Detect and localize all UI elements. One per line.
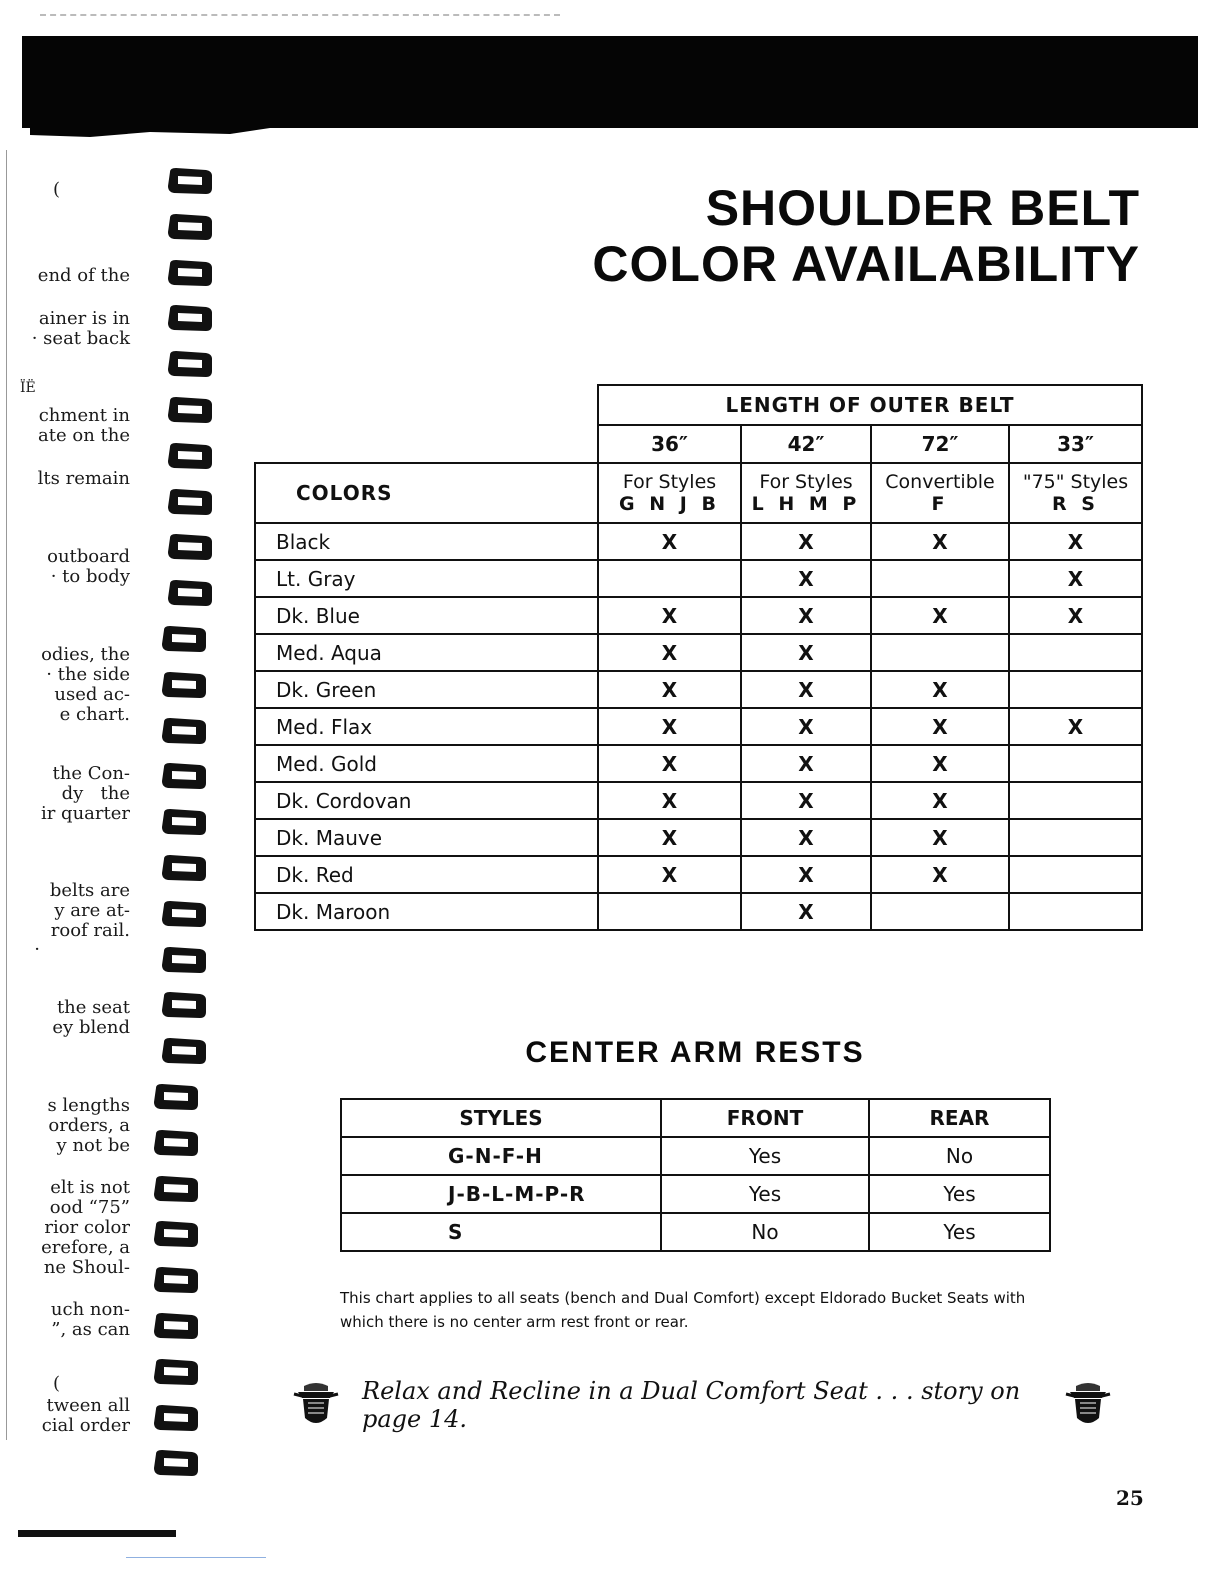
spiral-ring-icon: [160, 763, 206, 789]
color-name: Dk. Blue: [255, 597, 598, 634]
availability-mark: [1009, 634, 1142, 671]
availability-mark: X: [741, 708, 871, 745]
availability-mark: [1009, 856, 1142, 893]
arm-front: Yes: [661, 1175, 869, 1213]
left-fragment: uch non- ”, as can: [50, 1299, 130, 1340]
arm-rear: Yes: [869, 1213, 1050, 1251]
availability-mark: [1009, 671, 1142, 708]
left-fragment: tween all cial order: [41, 1395, 130, 1436]
page-edge-rule: [6, 150, 7, 1440]
color-name: Med. Gold: [255, 745, 598, 782]
availability-mark: X: [598, 819, 741, 856]
length-header: 33″: [1009, 425, 1142, 463]
spiral-ring-icon: [166, 489, 212, 515]
spiral-ring-icon: [160, 1038, 206, 1064]
spiral-ring-icon: [152, 1084, 198, 1110]
spiral-ring-icon: [166, 168, 212, 194]
availability-mark: X: [871, 708, 1009, 745]
left-fragment: (: [52, 1373, 60, 1394]
availability-mark: X: [1009, 523, 1142, 560]
spiral-ring-icon: [160, 672, 206, 698]
length-header: 42″: [741, 425, 871, 463]
availability-mark: X: [598, 782, 741, 819]
availability-mark: X: [741, 634, 871, 671]
spiral-ring-icon: [152, 1130, 198, 1156]
availability-mark: X: [741, 671, 871, 708]
arm-style: J-B-L-M-P-R: [341, 1175, 661, 1213]
table-row: [255, 893, 1142, 930]
left-fragment: ainer is in · seat back: [31, 308, 130, 349]
availability-mark: X: [871, 523, 1009, 560]
top-dashed-line: [40, 14, 560, 16]
spiral-ring-icon: [166, 580, 212, 606]
availability-mark: X: [741, 560, 871, 597]
spiral-ring-icon: [152, 1267, 198, 1293]
arm-front: No: [661, 1213, 869, 1251]
page-title: [592, 180, 1140, 292]
page-number: 25: [1116, 1486, 1144, 1510]
style-header: [741, 463, 871, 523]
availability-mark: X: [1009, 560, 1142, 597]
availability-mark: X: [1009, 597, 1142, 634]
availability-mark: X: [871, 819, 1009, 856]
availability-mark: [1009, 782, 1142, 819]
spiral-binding: [148, 168, 218, 1528]
cadillac-crest-icon: [292, 1382, 340, 1428]
table-row: [255, 523, 1142, 560]
arm-front: Yes: [661, 1137, 869, 1175]
spiral-ring-icon: [160, 947, 206, 973]
style-line: Convertible: [885, 471, 995, 493]
table-row: [341, 1137, 1050, 1175]
color-name: Lt. Gray: [255, 560, 598, 597]
spiral-ring-icon: [160, 718, 206, 744]
availability-mark: [871, 634, 1009, 671]
availability-mark: X: [598, 634, 741, 671]
availability-mark: X: [741, 819, 871, 856]
spiral-ring-icon: [166, 534, 212, 560]
style-header: [871, 463, 1009, 523]
arm-rear: Yes: [869, 1175, 1050, 1213]
table-row: [255, 634, 1142, 671]
style-codes: R S: [1052, 493, 1099, 515]
left-fragment: belts are y are at- roof rail.: [49, 880, 130, 941]
belt-table-body: [255, 523, 1142, 930]
availability-mark: [1009, 819, 1142, 856]
left-fragment: the Con- dy the ir quarter: [40, 763, 130, 824]
left-fragment: s lengths orders, a y not be: [47, 1095, 130, 1156]
style-codes: F: [931, 493, 949, 515]
left-fragment: odies, the · the side used ac- e chart.: [41, 644, 130, 725]
style-header: [598, 463, 741, 523]
spiral-ring-icon: [160, 992, 206, 1018]
color-name: Black: [255, 523, 598, 560]
left-fragment: ·: [34, 939, 40, 960]
style-line: "75" Styles: [1022, 471, 1129, 493]
cadillac-crest-icon: [1064, 1382, 1112, 1428]
color-name: Dk. Maroon: [255, 893, 598, 930]
header-black-band: [22, 36, 1198, 128]
availability-mark: X: [871, 745, 1009, 782]
availability-mark: [598, 560, 741, 597]
spiral-ring-icon: [166, 214, 212, 240]
availability-mark: [1009, 745, 1142, 782]
table-row: [341, 1175, 1050, 1213]
availability-mark: X: [598, 671, 741, 708]
table-row: [255, 856, 1142, 893]
table-row: [255, 708, 1142, 745]
left-fragment: elt is not ood “75” rior color erefore, a ne Shoul-: [41, 1177, 130, 1278]
spiral-ring-icon: [166, 443, 212, 469]
length-header: 36″: [598, 425, 741, 463]
color-name: Dk. Mauve: [255, 819, 598, 856]
left-fragment: outboard · to body: [47, 546, 130, 587]
spiral-ring-icon: [160, 901, 206, 927]
left-fragment: chment in ate on the: [38, 405, 130, 446]
left-fragment: the seat ey blend: [52, 997, 130, 1038]
availability-mark: X: [598, 745, 741, 782]
availability-mark: X: [871, 856, 1009, 893]
availability-mark: X: [741, 523, 871, 560]
style-codes: G N J B: [619, 493, 720, 515]
availability-mark: X: [741, 745, 871, 782]
promo-text: Relax and Recline in a Dual Comfort Seat . . . story on page 14.: [362, 1377, 1021, 1433]
availability-mark: X: [598, 856, 741, 893]
spiral-ring-icon: [160, 626, 206, 652]
shoulder-belt-table: [254, 384, 1143, 931]
availability-mark: X: [741, 597, 871, 634]
arm-header-styles: STYLES: [341, 1099, 661, 1137]
availability-mark: X: [741, 782, 871, 819]
spiral-ring-icon: [152, 1359, 198, 1385]
spiral-ring-icon: [166, 305, 212, 331]
availability-mark: X: [598, 597, 741, 634]
style-line: For Styles: [759, 471, 853, 493]
availability-mark: X: [741, 893, 871, 930]
spiral-ring-icon: [152, 1313, 198, 1339]
table-row: [255, 597, 1142, 634]
arm-style: S: [341, 1213, 661, 1251]
availability-mark: X: [871, 597, 1009, 634]
spiral-ring-icon: [166, 260, 212, 286]
availability-mark: [871, 560, 1009, 597]
bottom-line: [126, 1557, 266, 1558]
left-fragment: end of the: [37, 265, 130, 286]
availability-mark: X: [1009, 708, 1142, 745]
spiral-ring-icon: [166, 397, 212, 423]
color-name: Dk. Cordovan: [255, 782, 598, 819]
table-row: [255, 782, 1142, 819]
table-row: [255, 745, 1142, 782]
promo-line: [292, 1377, 1112, 1433]
table-row: [255, 671, 1142, 708]
availability-mark: X: [871, 671, 1009, 708]
arm-rests-table: [340, 1098, 1051, 1252]
arm-header-front: FRONT: [661, 1099, 869, 1137]
style-codes: L H M P: [751, 493, 861, 515]
spiral-ring-icon: [160, 855, 206, 881]
title-line-2: COLOR AVAILABILITY: [592, 236, 1140, 292]
availability-mark: X: [741, 856, 871, 893]
bottom-bar: [18, 1530, 176, 1537]
spiral-ring-icon: [152, 1405, 198, 1431]
spiral-ring-icon: [166, 351, 212, 377]
color-name: Dk. Green: [255, 671, 598, 708]
colors-header: COLORS: [255, 463, 598, 523]
spiral-ring-icon: [160, 809, 206, 835]
color-name: Med. Flax: [255, 708, 598, 745]
table-row: [341, 1213, 1050, 1251]
table-row: [255, 560, 1142, 597]
arm-header-rear: REAR: [869, 1099, 1050, 1137]
left-fragment: lts remain: [37, 468, 130, 489]
spiral-ring-icon: [152, 1221, 198, 1247]
table-row: [255, 819, 1142, 856]
color-name: Dk. Red: [255, 856, 598, 893]
availability-mark: X: [598, 523, 741, 560]
availability-mark: [598, 893, 741, 930]
availability-mark: X: [598, 708, 741, 745]
spiral-ring-icon: [152, 1176, 198, 1202]
title-line-1: SHOULDER BELT: [705, 180, 1140, 236]
spiral-ring-icon: [152, 1450, 198, 1476]
arm-rests-title: CENTER ARM RESTS: [525, 1036, 865, 1069]
left-fragment: ÏË: [20, 380, 36, 396]
left-fragment: (: [52, 179, 60, 200]
availability-mark: X: [871, 782, 1009, 819]
style-header: [1009, 463, 1142, 523]
chart-note: This chart applies to all seats (bench and Dual Comfort) except Eldorado Bucket Seats with which there is no center arm rest front or rear.: [340, 1289, 1026, 1331]
color-name: Med. Aqua: [255, 634, 598, 671]
style-line: For Styles: [622, 471, 717, 493]
arm-rear: No: [869, 1137, 1050, 1175]
band-tail: [30, 128, 270, 138]
availability-mark: [871, 893, 1009, 930]
length-header: 72″: [871, 425, 1009, 463]
length-group-header: LENGTH OF OUTER BELT: [598, 385, 1142, 425]
availability-mark: [1009, 893, 1142, 930]
arm-style: G-N-F-H: [341, 1137, 661, 1175]
